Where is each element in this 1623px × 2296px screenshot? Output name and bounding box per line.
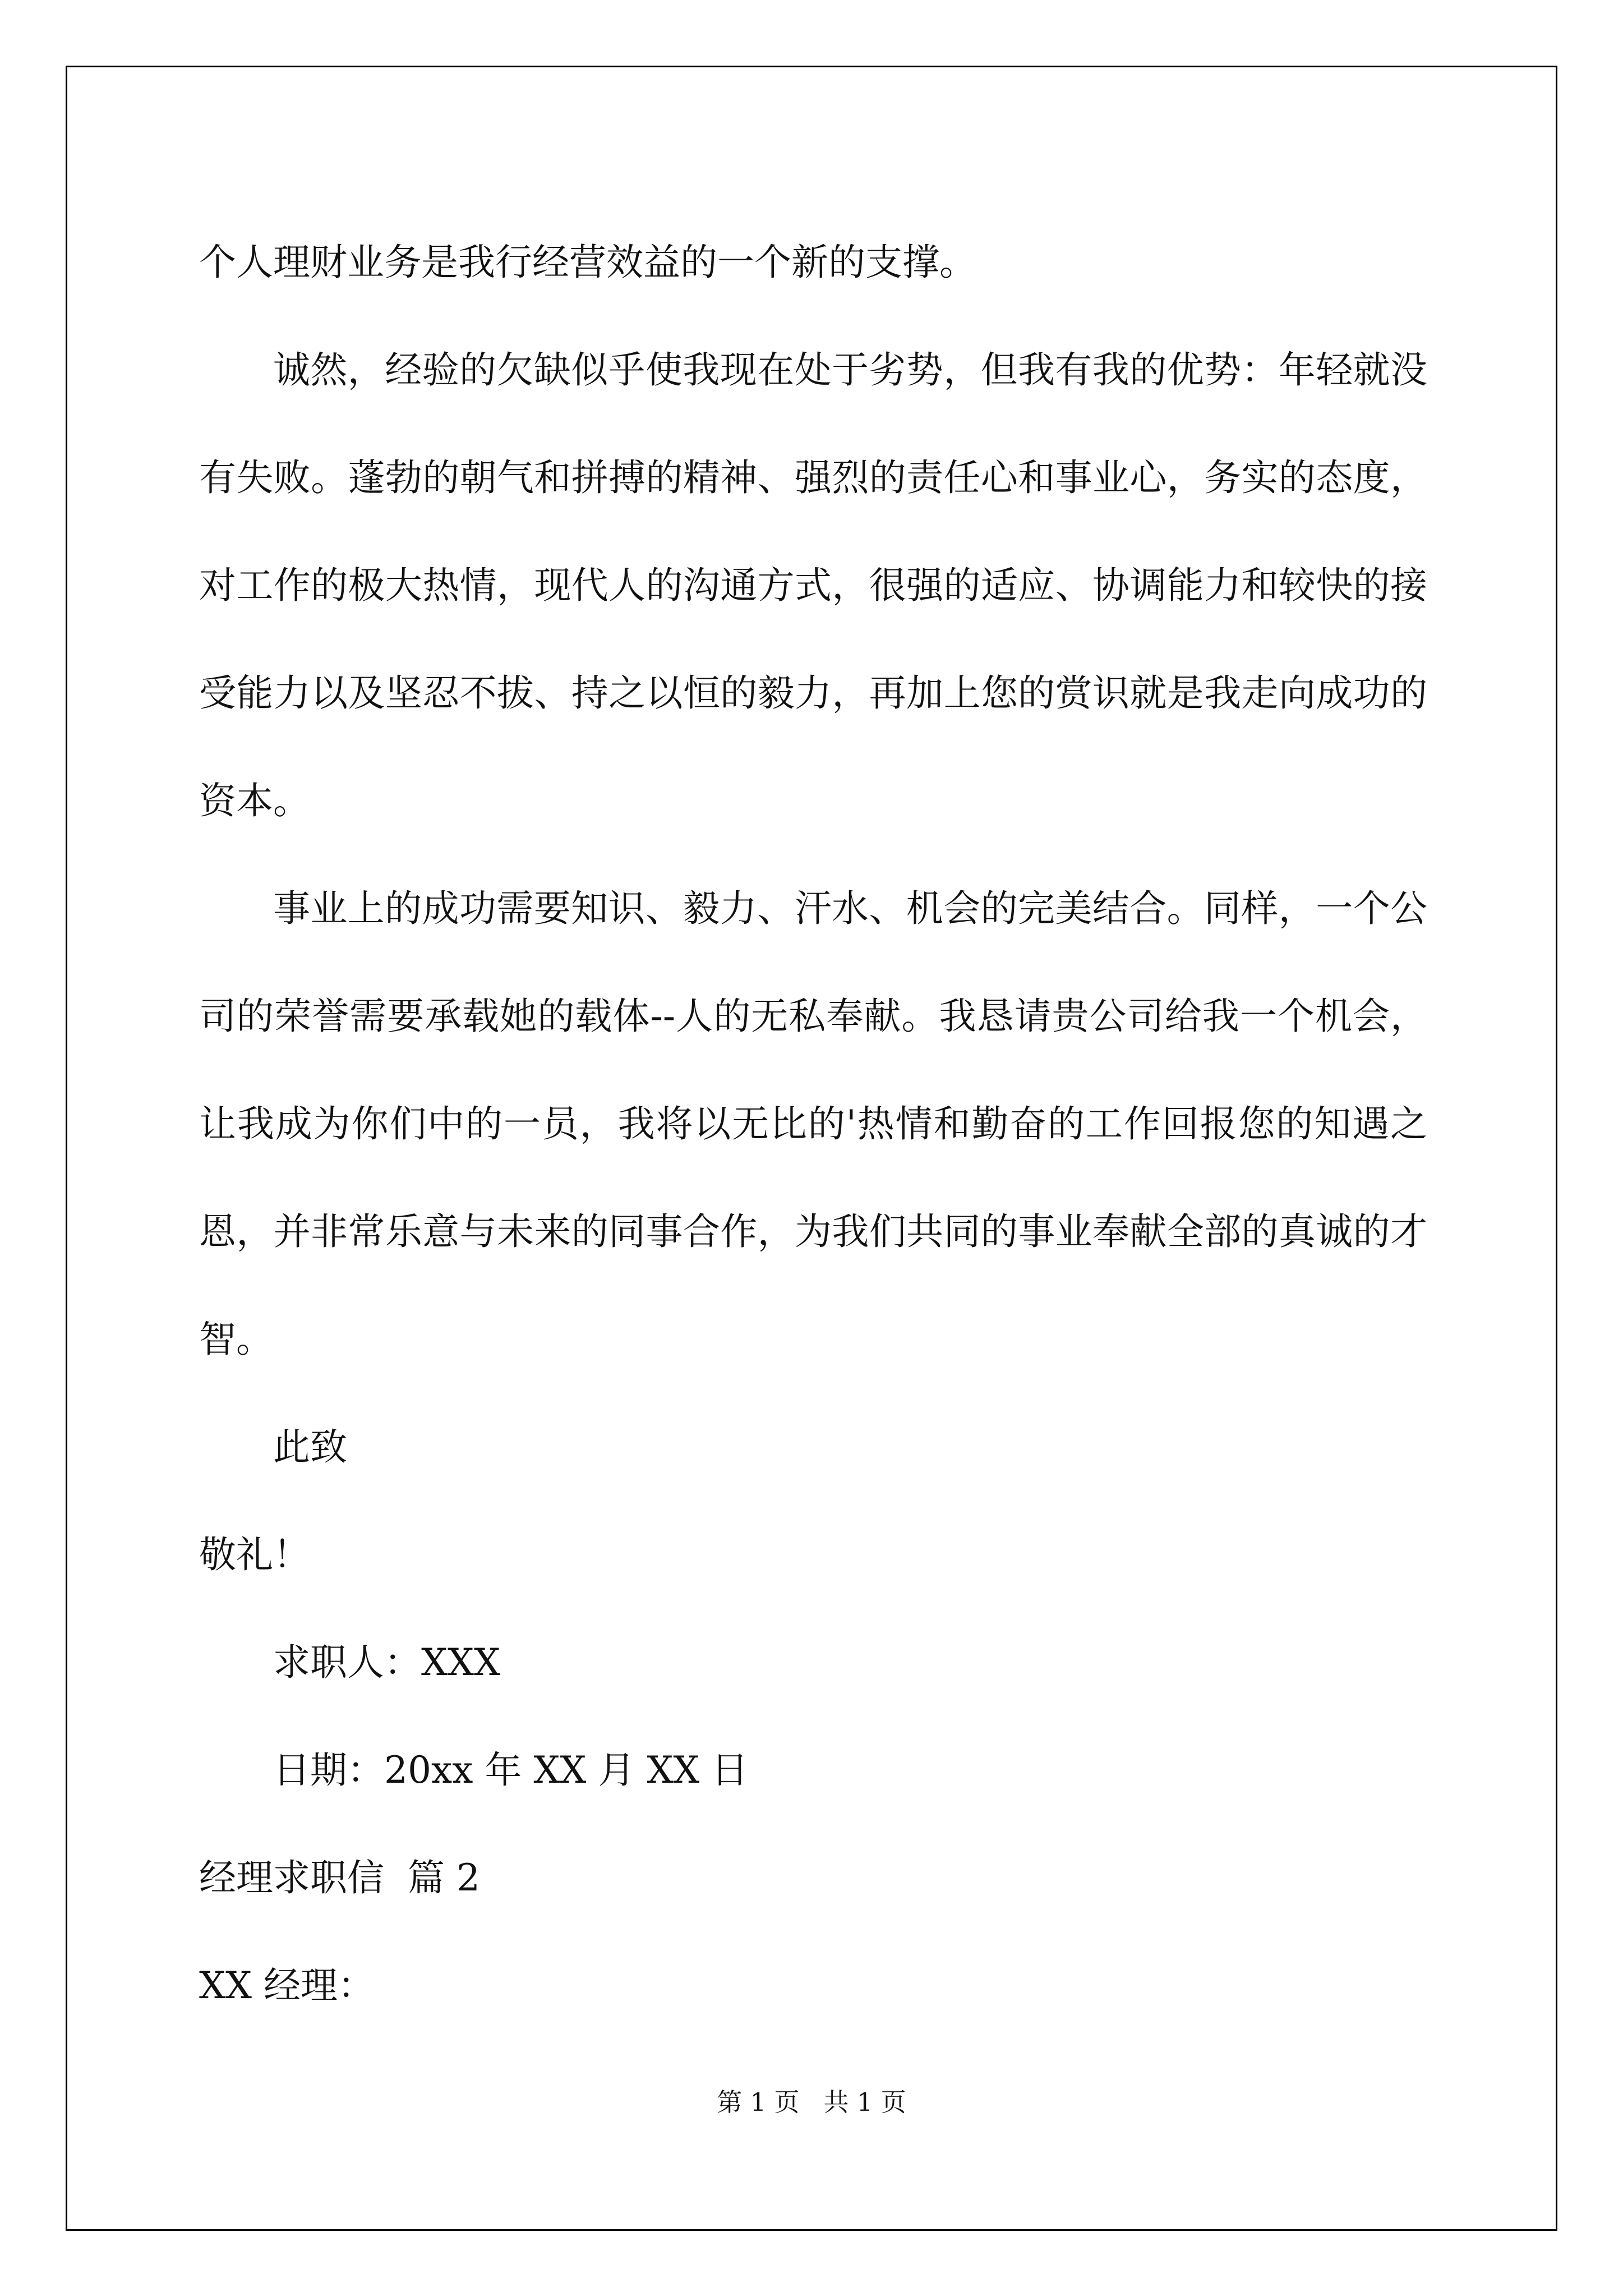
applicant-line: 求职人：XXX xyxy=(273,1641,500,1684)
paragraph-1: 个人理财业务是我行经营效益的一个新的支撑。 xyxy=(199,241,976,284)
date-line: 日期：20xx 年 XX 月 XX 日 xyxy=(273,1749,749,1792)
paragraph-2: 诚然，经验的欠缺似乎使我现在处于劣势，但我有我的优势：年轻就没有失败。蓬勃的朝气和拼搏的精神、强烈的责任心和事业心，务实的态度，对工作的极大热情，现代人的沟通方式，很强的适应、协调能力和较快的接受能力以及坚忍不拔、持之以恒的毅力，再加上您的赏识就是我走向成功的资本。 xyxy=(199,348,1427,822)
document-body xyxy=(199,209,1427,2040)
page-footer: 第 1 页 共 1 页 xyxy=(717,2087,906,2117)
greeting-line: XX 经理： xyxy=(199,1964,375,2007)
paragraph-3: 事业上的成功需要知识、毅力、汗水、机会的完美结合。同样，一个公司的荣誉需要承载她的载体--人的无私奉献。我恳请贵公司给我一个机会，让我成为你们中的一员，我将以无比的'热情和勤奋的工作回报您的知遇之恩，并非常乐意与未来的同事合作，为我们共同的事业奉献全部的真诚的才智。 xyxy=(199,887,1427,1361)
salute-line: 敬礼！ xyxy=(199,1533,310,1576)
section-title: 经理求职信 篇 2 xyxy=(199,1856,480,1899)
closing-line: 此致 xyxy=(273,1425,347,1469)
